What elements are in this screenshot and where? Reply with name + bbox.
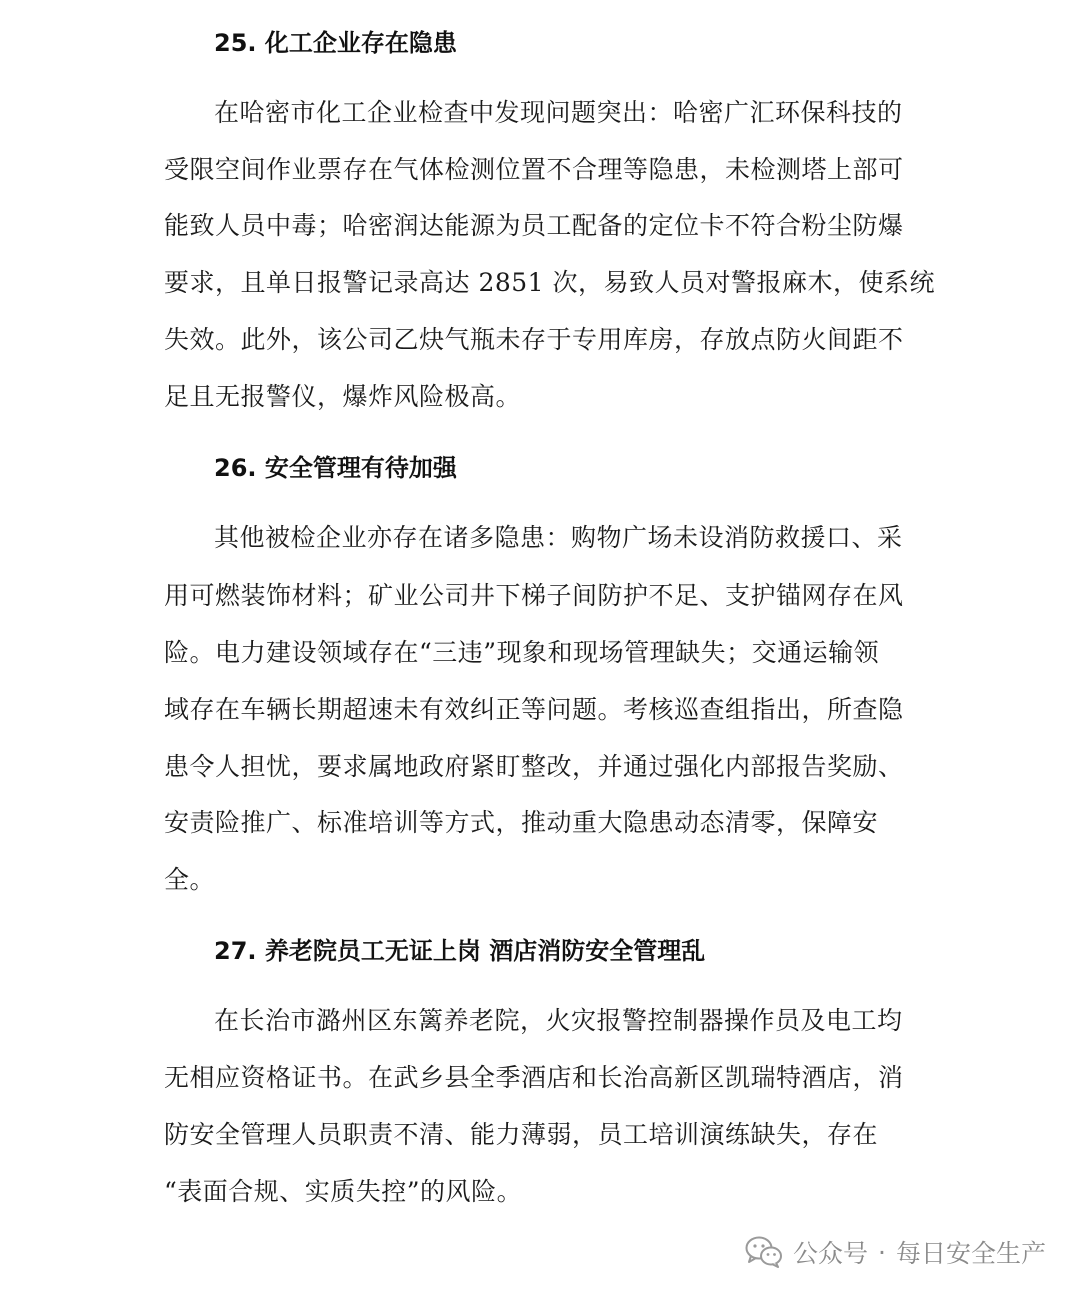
- paragraph-line: 在哈密市化工企业检查中发现问题突出：哈密广汇环保科技的: [214, 98, 903, 127]
- paragraph-line: 失效。此外，该公司乙炔气瓶未存于专用库房，存放点防火间距不: [164, 325, 904, 354]
- paragraph-line: 其他被检企业亦存在诸多隐患：购物广场未设消防救援口、采: [214, 523, 903, 552]
- paragraph-line: 足且无报警仪，爆炸风险极高。: [164, 382, 522, 411]
- section-heading-27: 27. 养老院员工无证上岗 酒店消防安全管理乱: [214, 937, 706, 965]
- section-heading-26: 26. 安全管理有待加强: [214, 454, 457, 482]
- paragraph-line: 在长治市潞州区东篱养老院，火灾报警控制器操作员及电工均: [214, 1006, 903, 1035]
- paragraph-line: 无相应资格证书。在武乡县全季酒店和长治高新区凯瑞特酒店，消: [164, 1063, 904, 1092]
- watermark-account: 每日安全生产: [895, 1239, 1046, 1268]
- paragraph-line: 用可燃装饰材料；矿业公司井下梯子间防护不足、支护锚网存在风: [164, 581, 904, 610]
- paragraph-line: 防安全管理人员职责不清、能力薄弱，员工培训演练缺失，存在: [164, 1120, 879, 1149]
- watermark-separator: ·: [878, 1237, 886, 1267]
- paragraph-line: 患令人担忧，要求属地政府紧盯整改，并通过强化内部报告奖励、: [164, 752, 904, 781]
- section-heading-25: 25. 化工企业存在隐患: [214, 29, 457, 57]
- paragraph-line: 能致人员中毒；哈密润达能源为员工配备的定位卡不符合粉尘防爆: [164, 211, 904, 240]
- paragraph-line: 域存在车辆长期超速未有效纠正等问题。考核巡查组指出，所查隐: [164, 695, 904, 724]
- paragraph-line: “表面合规、实质失控”的风险。: [164, 1177, 523, 1206]
- paragraph-line: 全。: [164, 865, 216, 894]
- paragraph-line: 险。电力建设领域存在“三违”现象和现场管理缺失；交通运输领: [164, 638, 880, 667]
- wechat-icon: [745, 1236, 783, 1268]
- paragraph-line: 安责险推广、标准培训等方式，推动重大隐患动态清零，保障安: [164, 808, 879, 837]
- watermark-label: 公众号: [793, 1239, 869, 1268]
- wechat-watermark: [745, 1234, 1046, 1270]
- paragraph-line: 要求，且单日报警记录高达 2851 次，易致人员对警报麻木，使系统: [164, 268, 936, 297]
- paragraph-line: 受限空间作业票存在气体检测位置不合理等隐患，未检测塔上部可: [164, 155, 904, 184]
